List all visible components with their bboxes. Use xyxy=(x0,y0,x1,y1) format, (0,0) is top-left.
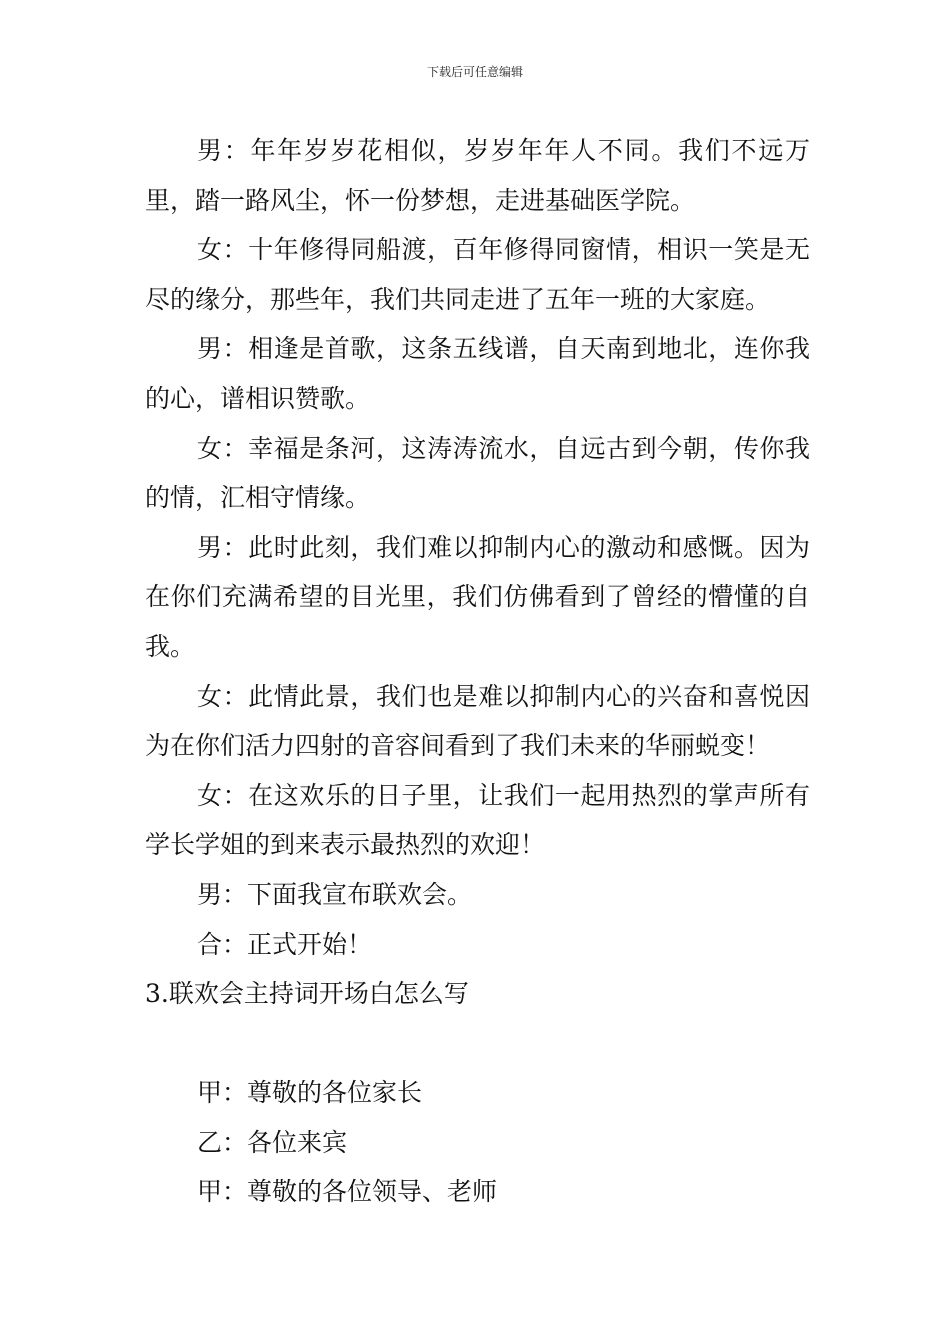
dialogue-paragraph: 男：下面我宣布联欢会。 xyxy=(197,879,473,909)
dialogue-paragraph: 合：正式开始！ xyxy=(197,929,373,959)
dialogue-paragraph: 甲：尊敬的各位领导、老师 xyxy=(197,1177,498,1207)
dialogue-paragraph: 女：在这欢乐的日子里，让我们一起用热烈的掌声所有学长学姐的到来表示最热烈的欢迎！ xyxy=(145,780,810,860)
dialogue-paragraph: 男：年年岁岁花相似，岁岁年年人不同。我们不远万里，踏一路风尘，怀一份梦想，走进基础医学院。 xyxy=(145,136,810,215)
blank-line xyxy=(145,1019,810,1069)
dialogue-paragraph: 女：幸福是条河，这涛涛流水，自远古到今朝，传你我的情，汇相守情缘。 xyxy=(145,433,810,513)
dialogue-paragraph: 女：十年修得同船渡，百年修得同窗情，相识一笑是无尽的缘分，那些年，我们共同走进了五年一班的大家庭。 xyxy=(145,235,810,314)
document-body xyxy=(145,126,810,1217)
dialogue-paragraph: 乙：各位来宾 xyxy=(197,1127,348,1157)
dialogue-paragraph: 女：此情此景，我们也是难以抑制内心的兴奋和喜悦因为在你们活力四射的音容间看到了我们未来的华丽蜕变！ xyxy=(145,681,810,761)
dialogue-paragraph: 甲：尊敬的各位家长 xyxy=(197,1078,423,1108)
section-heading: 3.联欢会主持词开场白怎么写 xyxy=(145,979,469,1009)
page-header: 下载后可任意编辑 xyxy=(426,65,523,79)
dialogue-paragraph: 男：相逢是首歌，这条五线谱，自天南到地北，连你我的心，谱相识赞歌。 xyxy=(145,334,810,413)
dialogue-paragraph: 男：此时此刻，我们难以抑制内心的激动和感慨。因为在你们充满希望的目光里，我们仿佛看到了曾经的懵懂的自我。 xyxy=(145,532,810,661)
